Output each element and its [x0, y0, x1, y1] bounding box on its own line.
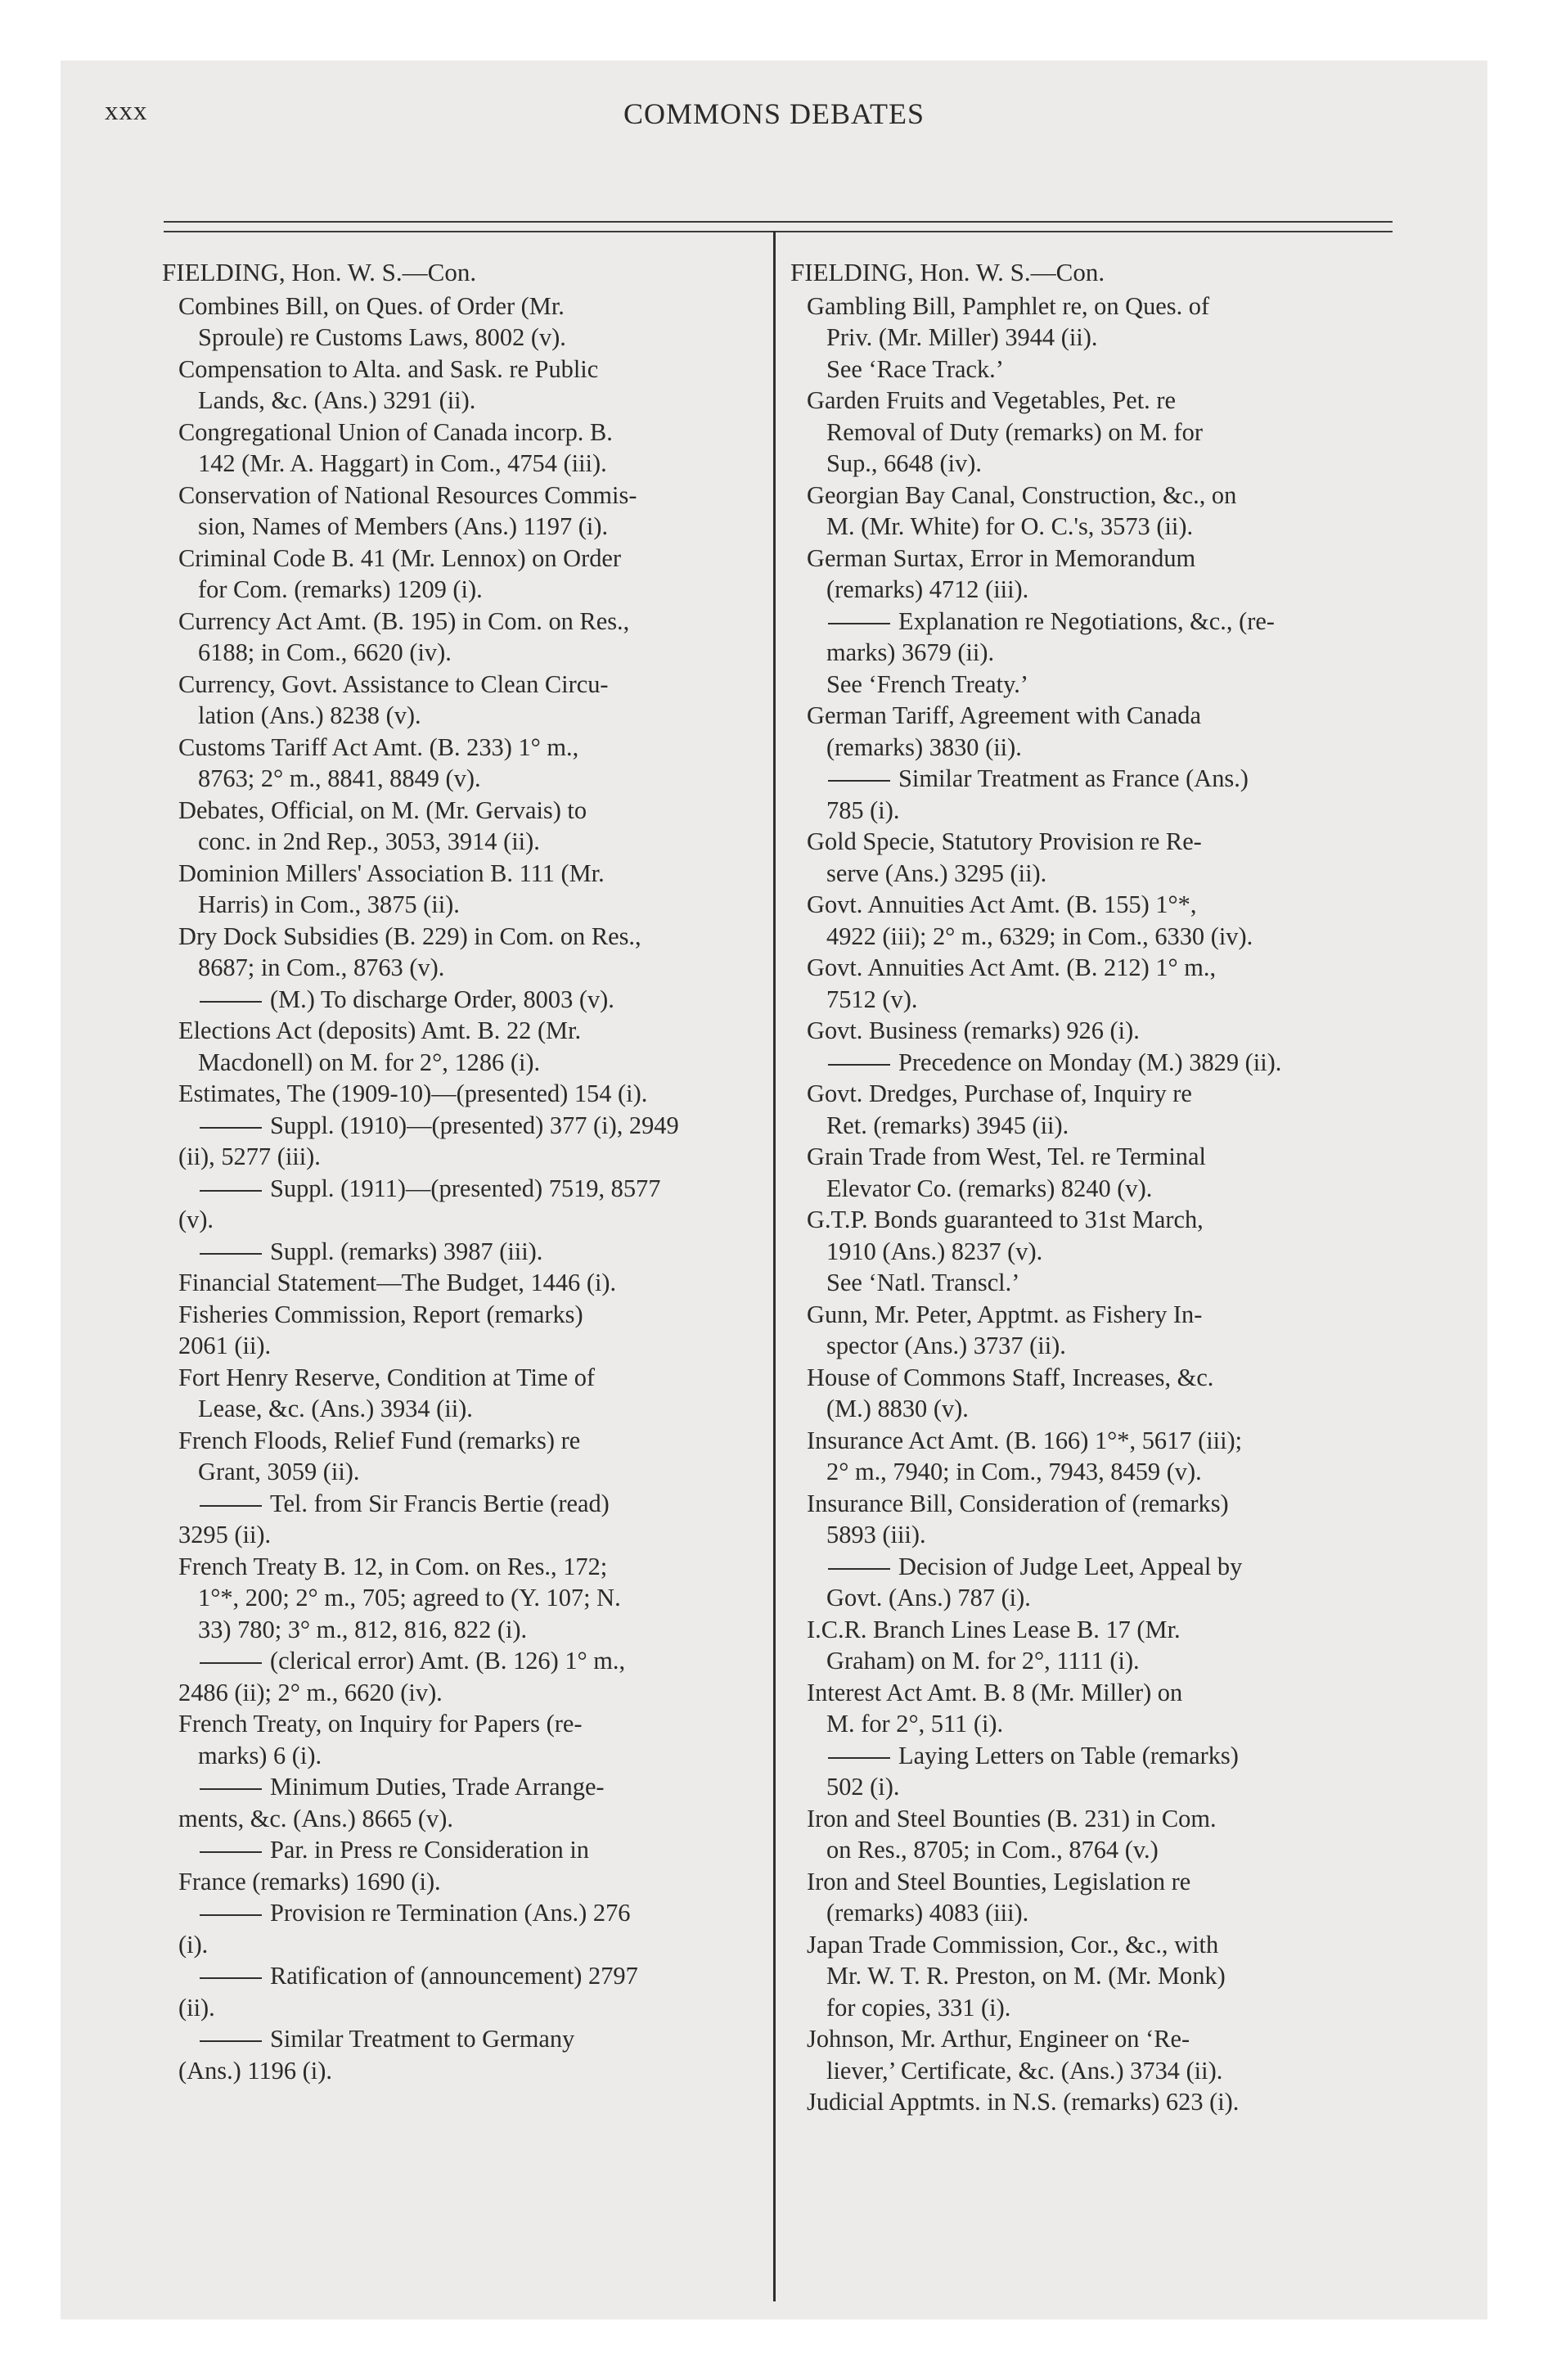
index-subentry-line	[790, 1740, 1388, 1772]
index-entry-line: French Treaty B. 12, in Com. on Res., 172;	[178, 1552, 608, 1580]
index-continuation-line: conc. in 2nd Rep., 3053, 3914 (ii).	[198, 827, 540, 855]
index-continuation-line: Grant, 3059 (ii).	[198, 1458, 360, 1485]
index-continuation-line: (remarks) 3830 (ii).	[826, 732, 1022, 761]
index-subentry-line	[162, 1834, 754, 1866]
index-entry-line: 2061 (ii).	[178, 1332, 272, 1359]
index-entry-line: Gunn, Mr. Peter, Apptmt. as Fishery In-	[807, 1300, 1203, 1328]
index-line-text: Laying Letters on Table (remarks)	[898, 1741, 1239, 1769]
index-line-text: Par. in Press re Consideration in	[270, 1836, 589, 1864]
index-entry-line: Elections Act (deposits) Amt. B. 22 (Mr.	[178, 1016, 582, 1044]
index-continuation-line: for copies, 331 (i).	[826, 1993, 1011, 2022]
index-entry-line: Dominion Millers' Association B. 111 (Mr.	[178, 859, 605, 887]
index-continuation-line: 33) 780; 3° m., 812, 816, 822 (i).	[198, 1615, 528, 1643]
index-subentry-line	[162, 1110, 754, 1142]
index-subentry-line	[162, 1173, 754, 1205]
index-continuation-line: 8687; in Com., 8763 (v).	[198, 953, 445, 981]
index-continuation-line: lation (Ans.) 8238 (v).	[198, 701, 421, 729]
index-continuation-line: Sup., 6648 (iv).	[826, 449, 982, 477]
index-subentry-line	[790, 1047, 1388, 1079]
index-continuation-line: 6188; in Com., 6620 (iv).	[198, 638, 452, 666]
index-continuation-line: Removal of Duty (remarks) on M. for	[826, 417, 1203, 446]
left-column-entries	[162, 291, 754, 2087]
index-continuation-line: 5893 (iii).	[826, 1521, 926, 1548]
ditto-dash	[828, 780, 890, 782]
index-continuation-line: 1°*, 200; 2° m., 705; agreed to (Y. 107; N.	[198, 1584, 621, 1611]
index-continuation-line: marks) 3679 (ii).	[826, 638, 995, 666]
index-continuation-line: on Res., 8705; in Com., 8764 (v.)	[826, 1836, 1159, 1864]
index-entry-line: Compensation to Alta. and Sask. re Public	[178, 354, 599, 383]
ditto-dash	[200, 1851, 262, 1853]
index-continuation-line: marks) 6 (i).	[198, 1741, 322, 1769]
header-rule-bottom	[164, 231, 1393, 232]
index-line-text: Suppl. (remarks) 3987 (iii).	[270, 1237, 543, 1265]
index-entry-line: House of Commons Staff, Increases, &c.	[807, 1363, 1214, 1391]
running-head	[0, 97, 1548, 136]
index-continuation-line: 2° m., 7940; in Com., 7943, 8459 (v).	[826, 1458, 1202, 1485]
right-column-heading: FIELDING, Hon. W. S.—Con.	[790, 258, 1105, 286]
left-column	[162, 257, 754, 2086]
index-continuation-line: spector (Ans.) 3737 (ii).	[826, 1332, 1066, 1359]
index-entry-line: Criminal Code B. 41 (Mr. Lennox) on Order	[178, 543, 622, 572]
index-continuation-line: Ret. (remarks) 3945 (ii).	[826, 1111, 1069, 1139]
index-subentry-line	[162, 984, 754, 1016]
index-entry-line: Dry Dock Subsidies (B. 229) in Com. on Res.,	[178, 922, 641, 950]
index-continuation-line: Lease, &c. (Ans.) 3934 (ii).	[198, 1395, 473, 1422]
index-continuation-line: 1910 (Ans.) 8237 (v).	[826, 1237, 1043, 1265]
ditto-dash	[200, 1505, 262, 1507]
index-continuation-line: sion, Names of Members (Ans.) 1197 (i).	[198, 512, 609, 540]
index-subentry-line	[162, 1645, 754, 1677]
left-column-heading: FIELDING, Hon. W. S.—Con.	[162, 258, 477, 286]
index-entry-line: Govt. Business (remarks) 926 (i).	[807, 1016, 1140, 1044]
index-continuation-line: Govt. (Ans.) 787 (i).	[826, 1584, 1031, 1611]
index-entry-line: Fort Henry Reserve, Condition at Time of	[178, 1363, 596, 1391]
ditto-dash	[828, 1064, 890, 1066]
page-title: COMMONS DEBATES	[623, 97, 925, 130]
index-subentry-line	[162, 1897, 754, 1929]
index-continuation-line: serve (Ans.) 3295 (ii).	[826, 859, 1047, 887]
index-continuation-line: 7512 (v).	[826, 985, 918, 1013]
index-line-text: Explanation re Negotiations, &c., (re-	[898, 606, 1275, 635]
index-entry-line: France (remarks) 1690 (i).	[178, 1867, 441, 1895]
index-entry-line: Garden Fruits and Vegetables, Pet. re	[807, 386, 1176, 414]
index-entry-line: German Surtax, Error in Memorandum	[807, 543, 1196, 572]
index-entry-line: Currency Act Amt. (B. 195) in Com. on Res.,	[178, 606, 630, 635]
index-entry-line: Customs Tariff Act Amt. (B. 233) 1° m.,	[178, 732, 579, 761]
index-continuation-line: Elevator Co. (remarks) 8240 (v).	[826, 1174, 1153, 1202]
ditto-dash	[200, 1914, 262, 1916]
index-entry-line: Govt. Dredges, Purchase of, Inquiry re	[807, 1080, 1192, 1107]
index-continuation-line: Macdonell) on M. for 2°, 1286 (i).	[198, 1048, 541, 1076]
ditto-dash	[828, 1757, 890, 1759]
index-entry-line: German Tariff, Agreement with Canada	[807, 701, 1201, 729]
index-continuation-line: Priv. (Mr. Miller) 3944 (ii).	[826, 323, 1098, 351]
index-line-text: Suppl. (1911)—(presented) 7519, 8577	[270, 1174, 661, 1202]
page-number: xxx	[105, 97, 148, 126]
index-continuation-line: Sproule) re Customs Laws, 8002 (v).	[198, 323, 566, 351]
index-entry-line: Govt. Annuities Act Amt. (B. 155) 1°*,	[807, 890, 1197, 918]
index-entry-line: French Floods, Relief Fund (remarks) re	[178, 1426, 581, 1454]
header-rule-top	[164, 221, 1393, 223]
index-line-text: Provision re Termination (Ans.) 276	[270, 1899, 631, 1927]
index-entry-line: Johnson, Mr. Arthur, Engineer on ‘Re-	[807, 2025, 1190, 2053]
index-entry-line: 2486 (ii); 2° m., 6620 (iv).	[178, 1678, 443, 1706]
index-entry-line: (v).	[178, 1206, 214, 1233]
index-continuation-line: 785 (i).	[826, 796, 900, 824]
index-continuation-line: for Com. (remarks) 1209 (i).	[198, 575, 483, 603]
index-subentry-line	[162, 1771, 754, 1803]
index-continuation-line: 4922 (iii); 2° m., 6329; in Com., 6330 (iv).	[826, 922, 1253, 950]
index-entry-line: G.T.P. Bonds guaranteed to 31st March,	[807, 1206, 1204, 1233]
index-entry-line: Congregational Union of Canada incorp. B.	[178, 417, 613, 446]
index-continuation-line: Harris) in Com., 3875 (ii).	[198, 890, 460, 918]
index-subentry-line	[162, 1960, 754, 1992]
index-subentry-line	[162, 1488, 754, 1520]
ditto-dash	[828, 623, 890, 624]
index-subentry-line	[790, 763, 1388, 795]
index-continuation-line: 8763; 2° m., 8841, 8849 (v).	[198, 764, 481, 792]
index-entry-line: Debates, Official, on M. (Mr. Gervais) to	[178, 796, 587, 824]
index-entry-line: Iron and Steel Bounties (B. 231) in Com.	[807, 1804, 1217, 1832]
index-entry-line: Currency, Govt. Assistance to Clean Circu-	[178, 669, 609, 698]
index-line-text: (clerical error) Amt. (B. 126) 1° m.,	[270, 1647, 626, 1675]
index-entry-line: I.C.R. Branch Lines Lease B. 17 (Mr.	[807, 1615, 1181, 1643]
index-see-reference: See ‘French Treaty.’	[826, 669, 1029, 698]
index-entry-line: (ii).	[178, 1993, 215, 2022]
index-see-reference: See ‘Race Track.’	[826, 354, 1004, 383]
right-column-entries	[790, 291, 1388, 2118]
index-line-text: Suppl. (1910)—(presented) 377 (i), 2949	[270, 1111, 679, 1139]
index-entry-line: French Treaty, on Inquiry for Papers (re-	[178, 1710, 583, 1738]
index-subentry-line	[790, 1551, 1388, 1583]
index-entry-line: Gold Specie, Statutory Provision re Re-	[807, 827, 1202, 855]
index-see-reference: See ‘Natl. Transcl.’	[826, 1269, 1020, 1296]
index-entry-line: Georgian Bay Canal, Construction, &c., on	[807, 480, 1237, 509]
index-continuation-line: (remarks) 4083 (iii).	[826, 1899, 1029, 1927]
index-entry-line: Insurance Bill, Consideration of (remarks)	[807, 1489, 1229, 1517]
index-line-text: Ratification of (announcement) 2797	[270, 1962, 638, 1990]
ditto-dash	[828, 1568, 890, 1570]
index-continuation-line: Graham) on M. for 2°, 1111 (i).	[826, 1647, 1140, 1675]
index-continuation-line: (remarks) 4712 (iii).	[826, 575, 1029, 603]
index-entry-line: (Ans.) 1196 (i).	[178, 2056, 332, 2085]
index-subentry-line	[162, 1236, 754, 1268]
index-continuation-line: M. for 2°, 511 (i).	[826, 1710, 1004, 1738]
index-entry-line: Gambling Bill, Pamphlet re, on Ques. of	[807, 291, 1210, 320]
index-entry-line: Combines Bill, on Ques. of Order (Mr.	[178, 291, 565, 320]
ditto-dash	[200, 1127, 262, 1129]
index-subentry-line	[162, 2023, 754, 2055]
index-entry-line: Interest Act Amt. B. 8 (Mr. Miller) on	[807, 1678, 1183, 1706]
index-entry-line: Judicial Apptmts. in N.S. (remarks) 623 (i).	[807, 2088, 1240, 2116]
index-continuation-line: M. (Mr. White) for O. C.'s, 3573 (ii).	[826, 512, 1194, 540]
index-entry-line: 3295 (ii).	[178, 1521, 272, 1548]
index-entry-line: Estimates, The (1909-10)—(presented) 154 (i).	[178, 1080, 648, 1107]
index-continuation-line: liever,’ Certificate, &c. (Ans.) 3734 (ii).	[826, 2056, 1223, 2085]
column-divider	[773, 231, 776, 2301]
index-line-text: Minimum Duties, Trade Arrange-	[270, 1773, 605, 1801]
ditto-dash	[200, 1190, 262, 1192]
ditto-dash	[200, 1788, 262, 1790]
index-entry-line: Fisheries Commission, Report (remarks)	[178, 1300, 583, 1328]
index-continuation-line: Lands, &c. (Ans.) 3291 (ii).	[198, 386, 476, 414]
ditto-dash	[200, 1662, 262, 1664]
index-entry-line: Japan Trade Commission, Cor., &c., with	[807, 1930, 1219, 1959]
index-continuation-line: 142 (Mr. A. Haggart) in Com., 4754 (iii).	[198, 449, 607, 477]
ditto-dash	[200, 1977, 262, 1979]
ditto-dash	[200, 1253, 262, 1255]
index-subentry-line	[790, 606, 1388, 638]
index-line-text: Similar Treatment to Germany	[270, 2025, 575, 2053]
index-entry-line: Financial Statement—The Budget, 1446 (i).	[178, 1269, 617, 1296]
ditto-dash	[200, 1001, 262, 1003]
index-entry-line: ments, &c. (Ans.) 8665 (v).	[178, 1804, 453, 1832]
index-line-text: Decision of Judge Leet, Appeal by	[898, 1552, 1243, 1580]
index-line-text: Similar Treatment as France (Ans.)	[898, 764, 1249, 792]
index-entry-line: (i).	[178, 1930, 209, 1959]
index-line-text: Tel. from Sir Francis Bertie (read)	[270, 1489, 610, 1517]
index-entry-line: (ii), 5277 (iii).	[178, 1143, 321, 1170]
index-line-text: (M.) To discharge Order, 8003 (v).	[270, 985, 614, 1013]
index-entry-line: Iron and Steel Bounties, Legislation re	[807, 1867, 1191, 1895]
index-entry-line: Insurance Act Amt. (B. 166) 1°*, 5617 (iii);	[807, 1426, 1243, 1454]
ditto-dash	[200, 2040, 262, 2042]
index-continuation-line: Mr. W. T. R. Preston, on M. (Mr. Monk)	[826, 1962, 1226, 1990]
index-entry-line: Conservation of National Resources Commis-	[178, 480, 637, 509]
index-entry-line: Govt. Annuities Act Amt. (B. 212) 1° m.,	[807, 953, 1217, 981]
index-continuation-line: 502 (i).	[826, 1773, 900, 1801]
right-column	[790, 257, 1388, 2118]
index-continuation-line: (M.) 8830 (v).	[826, 1395, 969, 1422]
index-entry-line: Grain Trade from West, Tel. re Terminal	[807, 1143, 1206, 1170]
index-line-text: Precedence on Monday (M.) 3829 (ii).	[898, 1048, 1282, 1076]
